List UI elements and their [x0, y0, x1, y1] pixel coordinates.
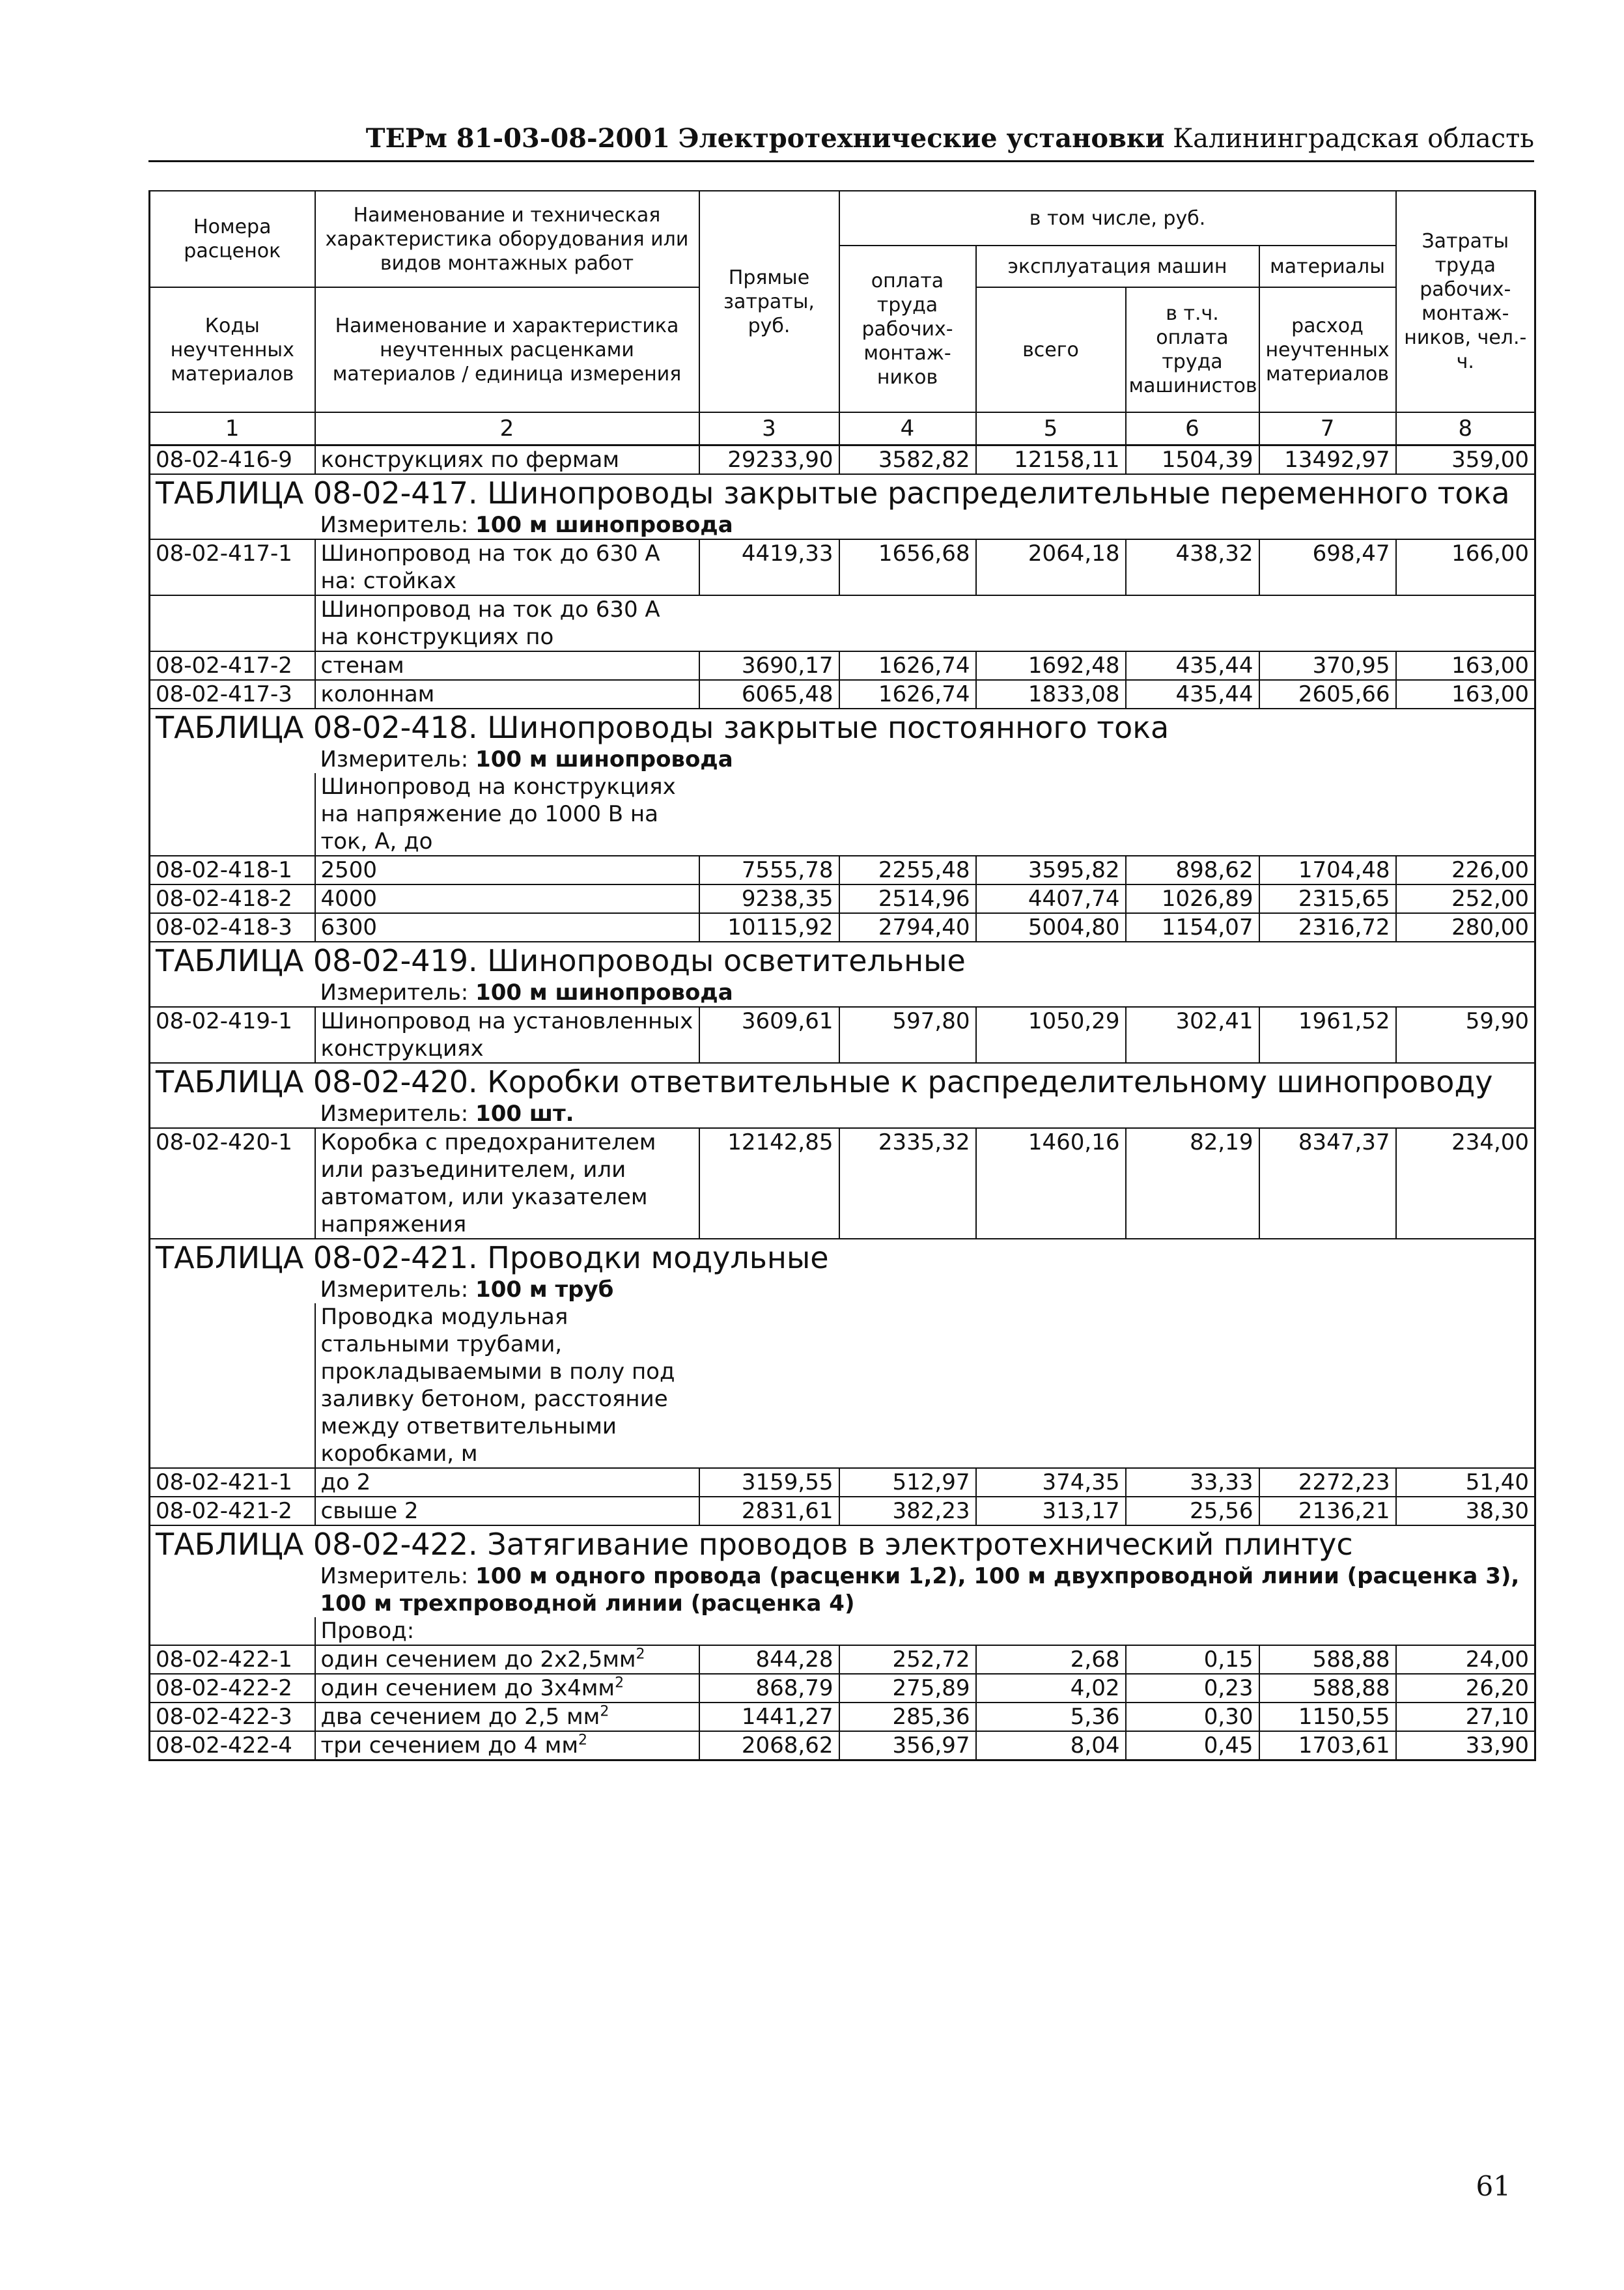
value-machinists-wages: 302,41 — [1126, 1007, 1259, 1063]
value-direct-costs: 868,79 — [699, 1674, 839, 1703]
meter-label: Измеритель: — [320, 1563, 469, 1589]
value-machines-total: 5004,80 — [976, 913, 1126, 942]
col-num: 3 — [699, 412, 839, 445]
value-machinists-wages: 0,15 — [1126, 1645, 1259, 1674]
rate-name — [315, 1303, 699, 1468]
value-wages: 275,89 — [839, 1674, 976, 1703]
empty-values — [699, 595, 1535, 651]
rate-name — [315, 1468, 699, 1497]
value-labor-hours: 226,00 — [1396, 856, 1535, 884]
doc-title: Электротехнические установки — [678, 123, 1165, 154]
rate-code: 08-02-422-3 — [150, 1703, 315, 1731]
meter-text — [315, 979, 1535, 1007]
col-codes-unaccounted: Коды неучтенных материалов — [150, 287, 315, 412]
rate-code: 08-02-418-1 — [150, 856, 315, 884]
value-machinists-wages: 0,30 — [1126, 1703, 1259, 1731]
value-machines-total: 8,04 — [976, 1731, 1126, 1760]
value-machinists-wages: 0,23 — [1126, 1674, 1259, 1703]
table-title-row — [150, 709, 1535, 746]
rate-name-text: конструкциях по фермам — [320, 447, 619, 473]
rate-name — [315, 773, 699, 856]
value-materials-use: 370,95 — [1259, 651, 1396, 680]
superscript: 2 — [600, 1703, 609, 1720]
table-title: ТАБЛИЦА 08-02-417. Шинопроводы закрытые распределительные переменного тока — [150, 474, 1535, 511]
meter-text — [315, 511, 1535, 539]
rate-name — [315, 445, 699, 475]
table-row — [150, 539, 1535, 595]
value-materials-use: 1150,55 — [1259, 1703, 1396, 1731]
value-direct-costs: 10115,92 — [699, 913, 839, 942]
col-num: 6 — [1126, 412, 1259, 445]
value-machines-total: 2064,18 — [976, 539, 1126, 595]
value-machinists-wages: 1154,07 — [1126, 913, 1259, 942]
value-machines-total: 1050,29 — [976, 1007, 1126, 1063]
value-wages: 2794,40 — [839, 913, 976, 942]
value-direct-costs: 7555,78 — [699, 856, 839, 884]
value-materials-use: 2315,65 — [1259, 884, 1396, 913]
rate-code: 08-02-421-2 — [150, 1497, 315, 1525]
rate-name-text: Шинопровод на ток до 630 А на: стойках — [320, 541, 660, 594]
value-labor-hours: 26,20 — [1396, 1674, 1535, 1703]
rate-code: 08-02-417-1 — [150, 539, 315, 595]
rate-code: 08-02-416-9 — [150, 445, 315, 475]
meter-row — [150, 1100, 1535, 1128]
table-title: ТАБЛИЦА 08-02-418. Шинопроводы закрытые постоянного тока — [150, 709, 1535, 746]
value-wages: 2514,96 — [839, 884, 976, 913]
rate-name-text: до 2 — [320, 1469, 371, 1495]
value-machines-total: 2,68 — [976, 1645, 1126, 1674]
value-machines-total: 1833,08 — [976, 680, 1126, 709]
value-labor-hours: 27,10 — [1396, 1703, 1535, 1731]
value-direct-costs: 2068,62 — [699, 1731, 839, 1760]
value-direct-costs: 4419,33 — [699, 539, 839, 595]
value-labor-hours: 163,00 — [1396, 651, 1535, 680]
col-wages: оплата труда рабочих-монтаж-ников — [839, 246, 976, 412]
value-machines-total: 12158,11 — [976, 445, 1126, 475]
rate-code: 08-02-417-3 — [150, 680, 315, 709]
value-direct-costs: 3690,17 — [699, 651, 839, 680]
rate-name-text: три сечением до 4 мм — [320, 1732, 578, 1759]
rate-name-text: свыше 2 — [320, 1498, 419, 1524]
value-direct-costs: 3609,61 — [699, 1007, 839, 1063]
table-title: ТАБЛИЦА 08-02-420. Коробки ответвительные к распределительному шинопроводу — [150, 1063, 1535, 1100]
empty-values — [699, 773, 1535, 856]
value-labor-hours: 51,40 — [1396, 1468, 1535, 1497]
value-materials-use: 1961,52 — [1259, 1007, 1396, 1063]
rate-name — [315, 1617, 699, 1645]
meter-spacer — [150, 1562, 315, 1617]
rate-code: 08-02-417-2 — [150, 651, 315, 680]
meter-spacer — [150, 1100, 315, 1128]
value-wages: 252,72 — [839, 1645, 976, 1674]
rate-name-text: один сечением до 2х2,5мм — [320, 1647, 636, 1673]
value-materials-use: 698,47 — [1259, 539, 1396, 595]
meter-value: 100 м одного провода (расценки 1,2), 100 м двухпроводной линии (расценка 3), 100 м трехпроводной линии (расценка 4) — [320, 1563, 1520, 1617]
rate-code: 08-02-422-1 — [150, 1645, 315, 1674]
value-direct-costs: 1441,27 — [699, 1703, 839, 1731]
rate-code — [150, 595, 315, 651]
col-materials-use: расход неучтенных материалов — [1259, 287, 1396, 412]
value-materials-use: 2605,66 — [1259, 680, 1396, 709]
table-row — [150, 1703, 1535, 1731]
rate-name — [315, 1731, 699, 1760]
meter-value: 100 шт. — [475, 1101, 574, 1127]
superscript: 2 — [578, 1732, 587, 1749]
table-row — [150, 1497, 1535, 1525]
meter-label: Измеритель: — [320, 746, 469, 772]
rate-name — [315, 651, 699, 680]
rate-code: 08-02-421-1 — [150, 1468, 315, 1497]
col-machines-total: всего — [976, 287, 1126, 412]
rate-name — [315, 1674, 699, 1703]
rate-name-text: Шинопровод на установленных конструкциях — [320, 1008, 693, 1062]
value-labor-hours: 359,00 — [1396, 445, 1535, 475]
meter-label: Измеритель: — [320, 1277, 469, 1303]
rate-code: 08-02-419-1 — [150, 1007, 315, 1063]
value-materials-use: 1703,61 — [1259, 1731, 1396, 1760]
value-labor-hours: 38,30 — [1396, 1497, 1535, 1525]
meter-row — [150, 511, 1535, 539]
rate-code: 08-02-420-1 — [150, 1128, 315, 1239]
col-num: 4 — [839, 412, 976, 445]
meter-text — [315, 1276, 1535, 1303]
col-name-bottom: Наименование и характеристика неучтенных расценками материалов / единица измерения — [315, 287, 699, 412]
meter-value: 100 м шинопровода — [475, 512, 733, 538]
value-materials-use: 8347,37 — [1259, 1128, 1396, 1239]
page-header — [148, 122, 1534, 155]
rate-name — [315, 913, 699, 942]
table-row — [150, 680, 1535, 709]
rate-name-text: стенам — [320, 653, 404, 679]
value-machines-total: 5,36 — [976, 1703, 1126, 1731]
value-labor-hours: 24,00 — [1396, 1645, 1535, 1674]
table-row — [150, 1731, 1535, 1760]
value-machinists-wages: 25,56 — [1126, 1497, 1259, 1525]
meter-row — [150, 1562, 1535, 1617]
meter-text — [315, 1562, 1535, 1617]
table-row — [150, 1468, 1535, 1497]
value-wages: 1626,74 — [839, 651, 976, 680]
table-row — [150, 1617, 1535, 1645]
empty-values — [699, 1303, 1535, 1468]
value-wages: 3582,82 — [839, 445, 976, 475]
value-labor-hours: 280,00 — [1396, 913, 1535, 942]
superscript: 2 — [636, 1646, 645, 1663]
table-row — [150, 1674, 1535, 1703]
meter-value: 100 м труб — [475, 1277, 614, 1303]
value-machinists-wages: 898,62 — [1126, 856, 1259, 884]
rate-name-text: 2500 — [320, 857, 378, 883]
rate-code: 08-02-418-3 — [150, 913, 315, 942]
table-row — [150, 1645, 1535, 1674]
value-direct-costs: 12142,85 — [699, 1128, 839, 1239]
meter-spacer — [150, 1276, 315, 1303]
value-machines-total: 374,35 — [976, 1468, 1126, 1497]
rate-name-text: Шинопровод на конструкциях на напряжение до 1000 В на ток, А, до — [320, 774, 676, 855]
doc-code: ТЕРм 81-03-08-2001 — [365, 123, 670, 154]
table-title: ТАБЛИЦА 08-02-421. Проводки модульные — [150, 1239, 1535, 1276]
meter-value: 100 м шинопровода — [475, 980, 733, 1006]
rate-name-text: 4000 — [320, 886, 378, 912]
superscript: 2 — [615, 1675, 624, 1691]
rate-name-text: колоннам — [320, 681, 435, 707]
rate-name-text: Провод: — [320, 1618, 415, 1644]
rate-code — [150, 1617, 315, 1645]
col-num: 7 — [1259, 412, 1396, 445]
page-number: 61 — [1476, 2170, 1511, 2202]
col-num: 1 — [150, 412, 315, 445]
table-title: ТАБЛИЦА 08-02-422. Затягивание проводов в электротехнический плинтус — [150, 1525, 1535, 1562]
rate-code — [150, 1303, 315, 1468]
table-title-row — [150, 942, 1535, 979]
table-row — [150, 595, 1535, 651]
rate-name-text: Проводка модульная стальными трубами, прокладываемыми в полу под заливку бетоном, расстояние между ответвительными коробками, м — [320, 1304, 675, 1467]
value-direct-costs: 844,28 — [699, 1645, 839, 1674]
value-machinists-wages: 1504,39 — [1126, 445, 1259, 475]
value-wages: 356,97 — [839, 1731, 976, 1760]
col-materials: материалы — [1259, 246, 1396, 287]
rate-code: 08-02-418-2 — [150, 884, 315, 913]
value-machinists-wages: 1026,89 — [1126, 884, 1259, 913]
value-materials-use: 588,88 — [1259, 1645, 1396, 1674]
value-labor-hours: 252,00 — [1396, 884, 1535, 913]
value-direct-costs: 3159,55 — [699, 1468, 839, 1497]
rate-name-text: один сечением до 3х4мм — [320, 1675, 615, 1701]
table-row — [150, 1303, 1535, 1468]
rate-name — [315, 1497, 699, 1525]
doc-region: Калининградская область — [1173, 124, 1534, 154]
value-wages: 285,36 — [839, 1703, 976, 1731]
rate-name-text: два сечением до 2,5 мм — [320, 1704, 600, 1730]
meter-text — [315, 1100, 1535, 1128]
table-header — [150, 191, 1535, 445]
rate-name-text: Коробка с предохранителем или разъединителем, или автоматом, или указателем напряжения — [320, 1129, 656, 1237]
rate-name — [315, 595, 699, 651]
rate-name — [315, 1703, 699, 1731]
value-wages: 382,23 — [839, 1497, 976, 1525]
value-labor-hours: 59,90 — [1396, 1007, 1535, 1063]
value-materials-use: 2272,23 — [1259, 1468, 1396, 1497]
value-direct-costs: 6065,48 — [699, 680, 839, 709]
value-labor-hours: 33,90 — [1396, 1731, 1535, 1760]
value-direct-costs: 9238,35 — [699, 884, 839, 913]
value-machines-total: 1692,48 — [976, 651, 1126, 680]
meter-text — [315, 746, 1535, 773]
value-labor-hours: 166,00 — [1396, 539, 1535, 595]
rate-name — [315, 1645, 699, 1674]
value-wages: 2255,48 — [839, 856, 976, 884]
value-machines-total: 4407,74 — [976, 884, 1126, 913]
meter-spacer — [150, 511, 315, 539]
col-incl: в том числе, руб. — [839, 191, 1396, 246]
rate-name-text: Шинопровод на ток до 630 А на конструкциях по — [320, 597, 660, 650]
col-num: 5 — [976, 412, 1126, 445]
meter-label: Измеритель: — [320, 1101, 469, 1127]
rate-name — [315, 539, 699, 595]
col-num: 8 — [1396, 412, 1535, 445]
col-rate-numbers: Номера расценок — [150, 191, 315, 287]
table-row — [150, 651, 1535, 680]
value-labor-hours: 234,00 — [1396, 1128, 1535, 1239]
value-wages: 597,80 — [839, 1007, 976, 1063]
rate-name — [315, 1128, 699, 1239]
col-labor: Затраты труда рабочих-монтаж-ников, чел.-ч. — [1396, 191, 1535, 412]
table-row — [150, 913, 1535, 942]
table-body — [150, 445, 1535, 1760]
meter-row — [150, 979, 1535, 1007]
meter-value: 100 м шинопровода — [475, 746, 733, 772]
table-title-row — [150, 1063, 1535, 1100]
value-direct-costs: 29233,90 — [699, 445, 839, 475]
value-materials-use: 2316,72 — [1259, 913, 1396, 942]
value-materials-use: 1704,48 — [1259, 856, 1396, 884]
table-row — [150, 856, 1535, 884]
header-rule — [148, 160, 1534, 162]
value-wages: 1656,68 — [839, 539, 976, 595]
value-materials-use: 588,88 — [1259, 1674, 1396, 1703]
col-machines: эксплуатация машин — [976, 246, 1259, 287]
rate-name — [315, 856, 699, 884]
table-title-row — [150, 474, 1535, 511]
rate-name-text: 6300 — [320, 914, 378, 940]
col-num: 2 — [315, 412, 699, 445]
meter-spacer — [150, 979, 315, 1007]
table-row — [150, 445, 1535, 475]
value-materials-use: 13492,97 — [1259, 445, 1396, 475]
col-name-top: Наименование и техническая характеристика оборудования или видов монтажных работ — [315, 191, 699, 287]
value-machinists-wages: 435,44 — [1126, 680, 1259, 709]
value-machines-total: 3595,82 — [976, 856, 1126, 884]
meter-label: Измеритель: — [320, 512, 469, 538]
value-machines-total: 313,17 — [976, 1497, 1126, 1525]
empty-values — [699, 1617, 1535, 1645]
table-title: ТАБЛИЦА 08-02-419. Шинопроводы осветительные — [150, 942, 1535, 979]
value-machines-total: 4,02 — [976, 1674, 1126, 1703]
value-machines-total: 1460,16 — [976, 1128, 1126, 1239]
value-machinists-wages: 33,33 — [1126, 1468, 1259, 1497]
col-machinists: в т.ч. оплата труда машинистов — [1126, 287, 1259, 412]
value-wages: 1626,74 — [839, 680, 976, 709]
rate-name — [315, 680, 699, 709]
value-machinists-wages: 0,45 — [1126, 1731, 1259, 1760]
value-machinists-wages: 435,44 — [1126, 651, 1259, 680]
meter-spacer — [150, 746, 315, 773]
table-row — [150, 1128, 1535, 1239]
col-direct-costs: Прямые затраты, руб. — [699, 191, 839, 412]
value-wages: 2335,32 — [839, 1128, 976, 1239]
table-title-row — [150, 1239, 1535, 1276]
rates-table — [148, 190, 1536, 1761]
value-machinists-wages: 438,32 — [1126, 539, 1259, 595]
rate-code: 08-02-422-4 — [150, 1731, 315, 1760]
meter-label: Измеритель: — [320, 980, 469, 1006]
rate-code — [150, 773, 315, 856]
value-machinists-wages: 82,19 — [1126, 1128, 1259, 1239]
rate-name — [315, 884, 699, 913]
value-direct-costs: 2831,61 — [699, 1497, 839, 1525]
table-title-row — [150, 1525, 1535, 1562]
table-row — [150, 1007, 1535, 1063]
rate-name — [315, 1007, 699, 1063]
meter-row — [150, 1276, 1535, 1303]
table-row — [150, 884, 1535, 913]
rate-code: 08-02-422-2 — [150, 1674, 315, 1703]
value-wages: 512,97 — [839, 1468, 976, 1497]
table-row — [150, 773, 1535, 856]
value-materials-use: 2136,21 — [1259, 1497, 1396, 1525]
value-labor-hours: 163,00 — [1396, 680, 1535, 709]
meter-row — [150, 746, 1535, 773]
